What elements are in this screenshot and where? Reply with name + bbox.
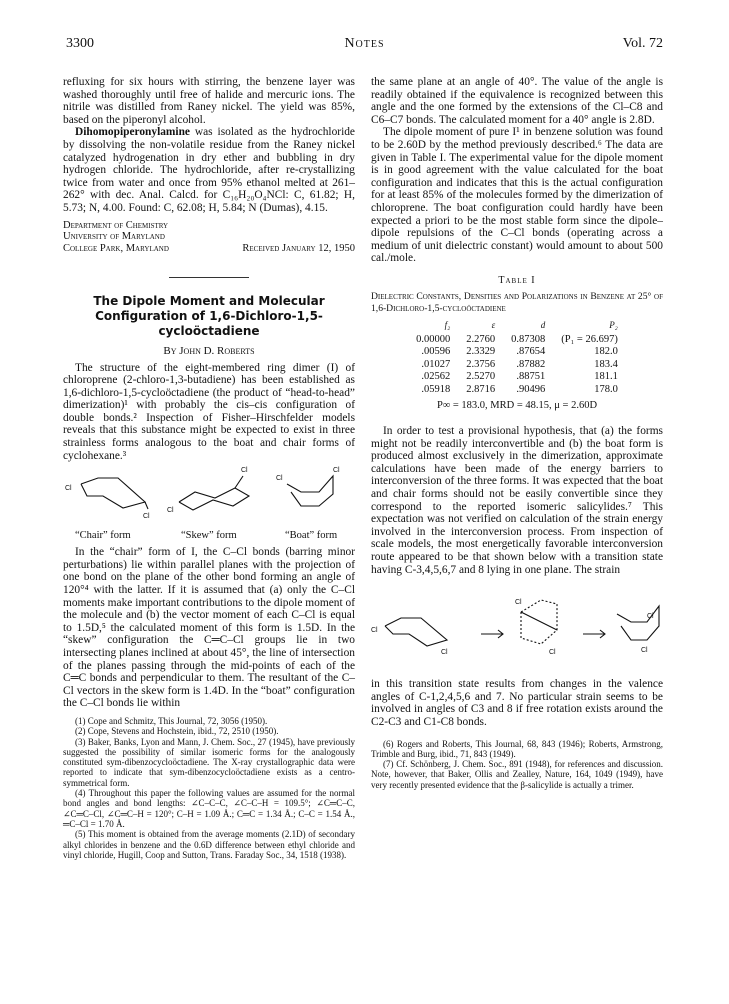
conformer-structures (63, 462, 355, 542)
table-cell: 2.3329 (466, 346, 496, 358)
table-cell: 0.87308 (511, 333, 546, 345)
body-paragraph: The structure of the eight-membered ring dimer (I) of chloroprene (2-chloro-1,3-butadiene) has been established as 1,6-dichloro-1,5-cycloöctadiene (the product of “head-to-head” dimerization)¹ with probably the cis–cis configuration of double bonds.² Inspection of Fisher–Hirschfelder models reveals that this substance might be expected to exist in three strainless forms analogous to the boat and chair forms of cyclohexane.³ (63, 361, 355, 462)
address-block (63, 220, 355, 255)
footnote: (4) Throughout this paper the following values are assumed for the normal bond angles and bond lengths: ∠C–C–C, ∠C–C–H = 109.5°; ∠C═C–C, ∠C═C–Cl, ∠C═C–H = 120°; C–H = 1.09 Å.; C═C = 1.34 Å.; C–C = 1.54 Å., ═C–Cl = 1.70 Å. (63, 788, 355, 829)
cl-label: Cl (276, 475, 283, 483)
table-footnote: P∞ = 183.0, MRD = 48.15, μ = 2.60D (436, 400, 598, 412)
table-cell: 2.3756 (466, 358, 496, 370)
right-column (371, 76, 663, 790)
table-cell: (P₁ = 26.697) (561, 333, 618, 345)
chair-caption: “Chair” form (75, 529, 131, 541)
interconversion-drawing (371, 582, 663, 672)
footnote: (3) Baker, Banks, Lyon and Mann, J. Chem. Soc., 27 (1945), have previously suggested the possibility of similar isomeric forms for the analogously constituted sym-dibenzocycloöctadiene. The X-ray crystallographic data were reported to indicate that sym-dibenzocycloöctadiene exists as a centro-symmetrical form. (63, 736, 355, 788)
cl-label: Cl (143, 513, 150, 521)
body-paragraph: In order to test a provisional hypothesis, that (a) the forms might not be readily interconvertible and (b) the boat form is produced almost exclusively in the dimerization, approximate calculations have been made of the energy barriers to interconversion of the three forms. It was expected that the boat and chair forms should not be easily convertible since they correspond to the reported isomeric salicylides.⁷ This expectation was not verified on calculation of the strain energy involved in the interconversion process. From inspection of scale models, the most energetically favorable interconversion route appeared to be that shown below with a transition state having C-3,4,5,6,7 and 8 lying in one plane. The strain (371, 425, 663, 576)
table-cell: 2.2760 (466, 333, 496, 345)
address-line: University of Maryland (63, 231, 165, 243)
table-cell: 0.00000 (416, 333, 451, 345)
address-line-received (63, 243, 355, 255)
table-header: ε (491, 319, 496, 330)
table-cell: 2.5270 (466, 371, 496, 383)
table-cell: 178.0 (594, 383, 618, 395)
skew-caption: “Skew” form (181, 529, 237, 541)
body-paragraph: the same plane at an angle of 40°. The value of the angle is readily obtained if the equivalence is recognized between this angle and the one formed by the extensions of the Cl–C8 and C6–C7 bonds. The calculated moment for a 40° angle is 2.8D. (371, 76, 663, 126)
footnotes (371, 739, 663, 790)
compound-name: Dihomopiperonylamine (75, 126, 190, 139)
cl-label: Cl (65, 485, 72, 493)
address-line: Department of Chemistry (63, 219, 169, 231)
table-header-row (408, 319, 626, 334)
table-title: Dielectric Constants, Densities and Polarizations in Benzene at 25° of 1,6-Dichloro-1,5-cycloöctadiene (371, 290, 663, 314)
table-cell: .01027 (421, 358, 451, 370)
transition-state-ring (521, 600, 557, 644)
table-row (408, 359, 626, 372)
left-column (63, 76, 355, 860)
table-cell: .02562 (421, 371, 451, 383)
chair-form-ring (385, 618, 447, 646)
boat-form-ring (617, 606, 659, 640)
article-author: By John D. Roberts (163, 344, 255, 357)
table-cell: .00596 (421, 346, 451, 358)
cl-label: Cl (167, 507, 174, 515)
table-header: d (540, 319, 546, 330)
cl-label: Cl (641, 647, 648, 655)
table-row (408, 346, 626, 359)
table-cell: .87654 (516, 346, 546, 358)
interconversion-scheme (371, 582, 663, 672)
footnote: (1) Cope and Schmitz, This Journal, 72, 3056 (1950). (75, 715, 268, 726)
footnote: (2) Cope, Stevens and Hochstein, ibid., 72, 2510 (1950). (75, 726, 279, 737)
experimental-paragraph-2 (63, 126, 355, 214)
footnotes (63, 716, 355, 860)
table-cell: 2.8716 (466, 383, 496, 395)
data-table (408, 319, 626, 397)
table-row (408, 384, 626, 397)
footnote: (5) This moment is obtained from the average moments (2.1D) of secondary alkyl chlorides in benzene and the 0.6D difference between ethyl chloride and vinyl chloride, Hugill, Coop and Sutton, Trans. Faraday Soc., 34, 1518 (1938). (63, 829, 355, 860)
cl-label: Cl (647, 613, 654, 621)
table-row (408, 334, 626, 347)
cl-label: Cl (371, 627, 378, 635)
table-label: Table I (498, 274, 536, 286)
experimental-paragraph: refluxing for six hours with stirring, the benzene layer was washed thoroughly until free of halide and mercuric ions. The nitrile was distilled from Raney nickel. The yield was 85%, based on the piperonyl alcohol. (63, 76, 355, 126)
conformer-drawings (63, 462, 355, 524)
body-paragraph: in this transition state results from changes in the valence angles of C-1,2,4,5,6 and 7. No particular strain seems to be involved in angles of C3 and 8 if free rotation exists around the C2-C3 and C1-C8 bonds. (371, 678, 663, 728)
page-header (66, 36, 663, 56)
cl-label: Cl (549, 649, 556, 657)
section-divider (169, 277, 249, 278)
article-title: The Dipole Moment and Molecular Configuration of 1,6-Dichloro-1,5-cycloöctadiene (93, 293, 325, 338)
volume-label: Vol. 72 (622, 36, 663, 51)
page-number: 3300 (66, 36, 94, 51)
cl-label: Cl (241, 467, 248, 475)
table-cell: 183.4 (594, 358, 618, 370)
experimental-text: was isolated as the hydrochloride by dissolving the non-volatile residue from the Raney nickel catalyzed hydrogenation in dry ether and bubbling in dry hydrogen chloride. The hydrochloride, after re-crystallizing twice from water and once from 95% ethanol melted at 261–262° with dec. Anal. Calcd. for C₁₆H₂₀O₄NCl: C, 61.82; H, 5.73; N, 4.00. Found: C, 62.08; H, 5.84; N (Dumas), 4.15. (63, 126, 355, 214)
journal-section: Notes (344, 36, 385, 51)
body-paragraph: In the “chair” form of I, the C–Cl bonds (barring minor perturbations) lie within parallel planes with the projection of one bond on the plane of the other bond forming an angle of 120°⁴ with the latter. If it is assumed that (a) only the C–Cl moments make important contributions to the dipole moment of the molecule and (b) the vector moment of each C–Cl is equal to 1.5D,⁵ the calculated moment of this form is 1.5D. In the “skew” configuration the C═C–Cl groups lie in two intersecting planes inclined at about 45°, the line of intersection of the planes passing through the mid-points of each of the C═C bonds and perpendicular to them. The resultant of the C–Cl vectors in the skew form is 1.4D. In the “boat” configuration the C–Cl bonds lie within (63, 546, 355, 710)
table-cell: 182.0 (594, 346, 618, 358)
table-cell: .90496 (516, 383, 546, 395)
boat-form-ring (287, 476, 333, 506)
cl-label: Cl (441, 649, 448, 657)
received-date: Received January 12, 1950 (242, 243, 355, 255)
boat-caption: “Boat” form (285, 529, 338, 541)
body-paragraph: The dipole moment of pure I¹ in benzene solution was found to be 2.60D by the method previously described.⁶ The data are given in Table I. The experimental value for the dipole moment is in good agreement with the value calculated for the boat configuration and indicates that this is the actual configuration for at least 85% of the molecules formed by the dimerization of chloroprene. The boat configuration could hardly have been expected a priori to be the most stable form since the dipole–dipole repulsions of the C–Cl bonds (operating across a medium of unit dielectric constant) would amount to about 500 cal./mole. (371, 126, 663, 265)
skew-form-ring (179, 488, 249, 510)
table-cell: .05918 (421, 383, 451, 395)
table-header: P₂ (609, 319, 618, 330)
cl-label: Cl (515, 599, 522, 607)
table-cell: .87882 (516, 358, 546, 370)
cl-label: Cl (333, 467, 340, 475)
table-cell: 181.1 (594, 371, 618, 383)
chair-form-ring (81, 478, 145, 508)
table-caption (371, 275, 663, 315)
address-line: College Park, Maryland (63, 243, 169, 255)
table-row (408, 371, 626, 384)
table-cell: .88751 (516, 371, 546, 383)
table-header: f₂ (444, 319, 451, 330)
footnote: (7) Cf. Schönberg, J. Chem. Soc., 891 (1948), for references and discussion. Note, however, that Baker, Ollis and Zealley, Nature, 164, 1049 (1949), have very recently presented evidence that the β-salicylide is actually a trimer. (371, 759, 663, 790)
footnote: (6) Rogers and Roberts, This Journal, 68, 843 (1946); Roberts, Armstrong, Trimble and Burg, ibid., 71, 843 (1949). (371, 738, 663, 759)
